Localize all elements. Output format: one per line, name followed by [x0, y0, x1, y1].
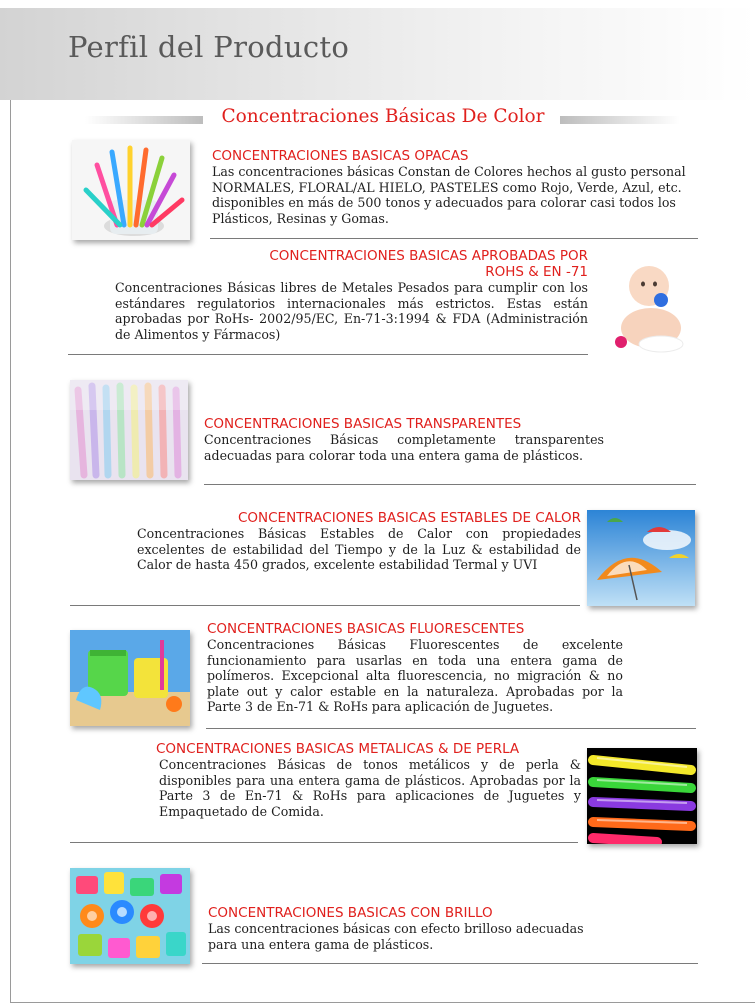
item-text: Concentraciones Básicas libres de Metales Pesados para cumplir con los estándares regulatorios internacionales más estrictos. Estas están aprobadas por RoHs- 2002/95/EC, En-71-3:1994 & FDA (Administración de Alimentos y Fármacos): [115, 280, 588, 342]
umbrellas-in-sky-image: [587, 510, 695, 606]
item-rohs: [115, 248, 588, 342]
item-text: Las concentraciones básicas con efecto brilloso adecuadas para una entera gama de plásticos.: [208, 921, 584, 952]
item-text: Las concentraciones básicas Constan de Colores hechos al gusto personal NORMALES, FLORAL/AL HIELO, PASTELES como Rojo, Verde, Azul, etc. disponibles en más de 500 tonos y adecuados para colorar casi todos los Plásticos, Resinas y Gomas.: [212, 164, 686, 226]
divider: [70, 605, 580, 606]
section-title: Concentraciones Básicas De Color: [221, 106, 545, 127]
item-transparentes: [204, 416, 604, 463]
item-opacas: [212, 148, 712, 226]
item-heading: CONCENTRACIONES BASICAS TRANSPARENTES: [204, 416, 522, 432]
item-text: Concentraciones Básicas Estables de Calor con propiedades excelentes de estabilidad del Tiempo y de la Luz & estabilidad de Calor de hasta 450 grados, excelente estabilidad Termal y UVI: [137, 526, 581, 573]
item-heading: CONCENTRACIONES BASICAS CON BRILLO: [208, 905, 493, 921]
item-estables-calor: [137, 510, 581, 573]
item-text: Concentraciones Básicas Fluorescentes de excelente funcionamiento para usarlas en toda una entera gama de polímeros. Excepcional alta fluorescencia, no migración & no plate out y calor estable en la naturaleza. Aprobadas por la Parte 3 de En-71 & RoHs para aplicación de Juguetes.: [207, 637, 623, 715]
divider: [206, 728, 696, 729]
divider: [210, 238, 698, 239]
item-text: Concentraciones Básicas de tonos metálicos y de perla & disponibles para una entera gama de plásticos. Aprobadas por la Parte 3 de En-71 & RoHs para aplicaciones de Juguetes y Empaquetado de Comida.: [159, 757, 581, 819]
colored-plastic-brushes-image: [72, 140, 190, 240]
page-title: Perfil del Producto: [68, 30, 350, 64]
item-text: Concentraciones Básicas completamente transparentes adecuadas para colorar toda una entera gama de plásticos.: [204, 432, 604, 463]
neon-tubes-image: [587, 748, 697, 844]
item-heading-line2: ROHS & EN -71: [485, 264, 588, 280]
item-heading: CONCENTRACIONES BASICAS METALICAS & DE PERLA: [156, 741, 520, 757]
item-con-brillo: [208, 905, 608, 952]
item-fluorescentes: [207, 621, 623, 715]
divider: [70, 842, 578, 843]
item-heading-line1: CONCENTRACIONES BASICAS APROBADAS POR: [269, 248, 588, 264]
divider: [68, 354, 588, 355]
section-bar-left: [85, 116, 203, 124]
section-header: [0, 104, 756, 132]
baby-with-toys-image: [603, 258, 695, 354]
transparent-plastic-forks-image: [70, 380, 188, 480]
glossy-plastic-pieces-image: [70, 868, 190, 964]
item-heading: CONCENTRACIONES BASICAS ESTABLES DE CALOR: [237, 510, 581, 526]
divider: [204, 484, 696, 485]
beach-toys-image: [70, 630, 190, 726]
divider: [202, 963, 698, 964]
item-heading: CONCENTRACIONES BASICAS FLUORESCENTES: [207, 621, 525, 637]
section-bar-right: [560, 116, 680, 124]
item-metalicas-perla: [156, 741, 581, 819]
item-heading: CONCENTRACIONES BASICAS OPACAS: [212, 148, 469, 164]
